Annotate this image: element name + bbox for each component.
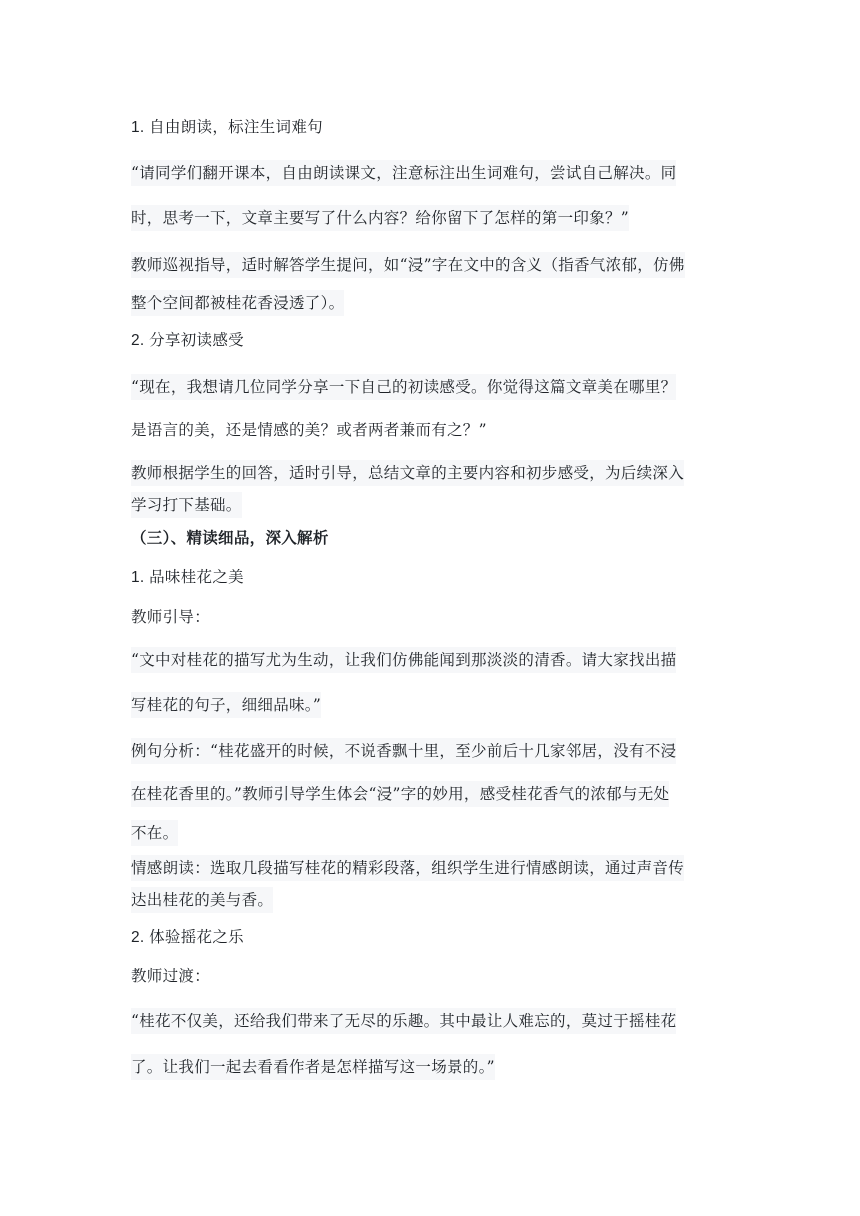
subheading-free-reading: 1. 自由朗读，标注生词难句 xyxy=(131,119,323,136)
paragraph-line: 不在。 xyxy=(131,820,178,846)
paragraph-line: 在桂花香里的。”教师引导学生体会“浸”字的妙用，感受桂花香气的浓郁与无处 xyxy=(131,781,669,807)
paragraph-line: “现在，我想请几位同学分享一下自己的初读感受。你觉得这篇文章美在哪里？ xyxy=(131,374,676,400)
paragraph-line: 学习打下基础。 xyxy=(131,492,242,518)
paragraph-line: 是语言的美，还是情感的美？或者两者兼而有之？” xyxy=(131,421,487,439)
subheading-shaking-flowers: 2. 体验摇花之乐 xyxy=(131,929,244,946)
paragraph-line: 达出桂花的美与香。 xyxy=(131,887,273,913)
paragraph-line: 写桂花的句子，细细品味。” xyxy=(131,692,321,718)
paragraph-line: 例句分析：“桂花盛开的时候，不说香飘十里，至少前后十几家邻居，没有不浸 xyxy=(131,738,676,764)
paragraph-line: 了。让我们一起去看看作者是怎样描写这一场景的。” xyxy=(131,1054,495,1080)
paragraph-line: 情感朗读：选取几段描写桂花的精彩段落，组织学生进行情感朗读，通过声音传 xyxy=(131,855,684,881)
paragraph-line: 教师过渡： xyxy=(131,967,211,985)
paragraph-line: “文中对桂花的描写尤为生动，让我们仿佛能闻到那淡淡的清香。请大家找出描 xyxy=(131,647,676,673)
paragraph-line: 教师引导： xyxy=(131,608,211,626)
section-heading: （三）、精读细品，深入解析 xyxy=(131,528,329,547)
paragraph-line: 教师巡视指导，适时解答学生提问，如“浸”字在文中的含义（指香气浓郁，仿佛 xyxy=(131,252,685,278)
paragraph-line: 时，思考一下，文章主要写了什么内容？给你留下了怎样的第一印象？” xyxy=(131,205,629,231)
paragraph-line: “请同学们翻开课本，自由朗读课文，注意标注出生词难句，尝试自己解决。同 xyxy=(131,160,676,186)
subheading-osmanthus-beauty: 1. 品味桂花之美 xyxy=(131,569,244,586)
paragraph-line: 教师根据学生的回答，适时引导，总结文章的主要内容和初步感受，为后续深入 xyxy=(131,460,684,486)
paragraph-line: 整个空间都被桂花香浸透了）。 xyxy=(131,290,344,316)
paragraph-line: “桂花不仅美，还给我们带来了无尽的乐趣。其中最让人难忘的，莫过于摇桂花 xyxy=(131,1008,676,1034)
subheading-share-feelings: 2. 分享初读感受 xyxy=(131,332,244,349)
